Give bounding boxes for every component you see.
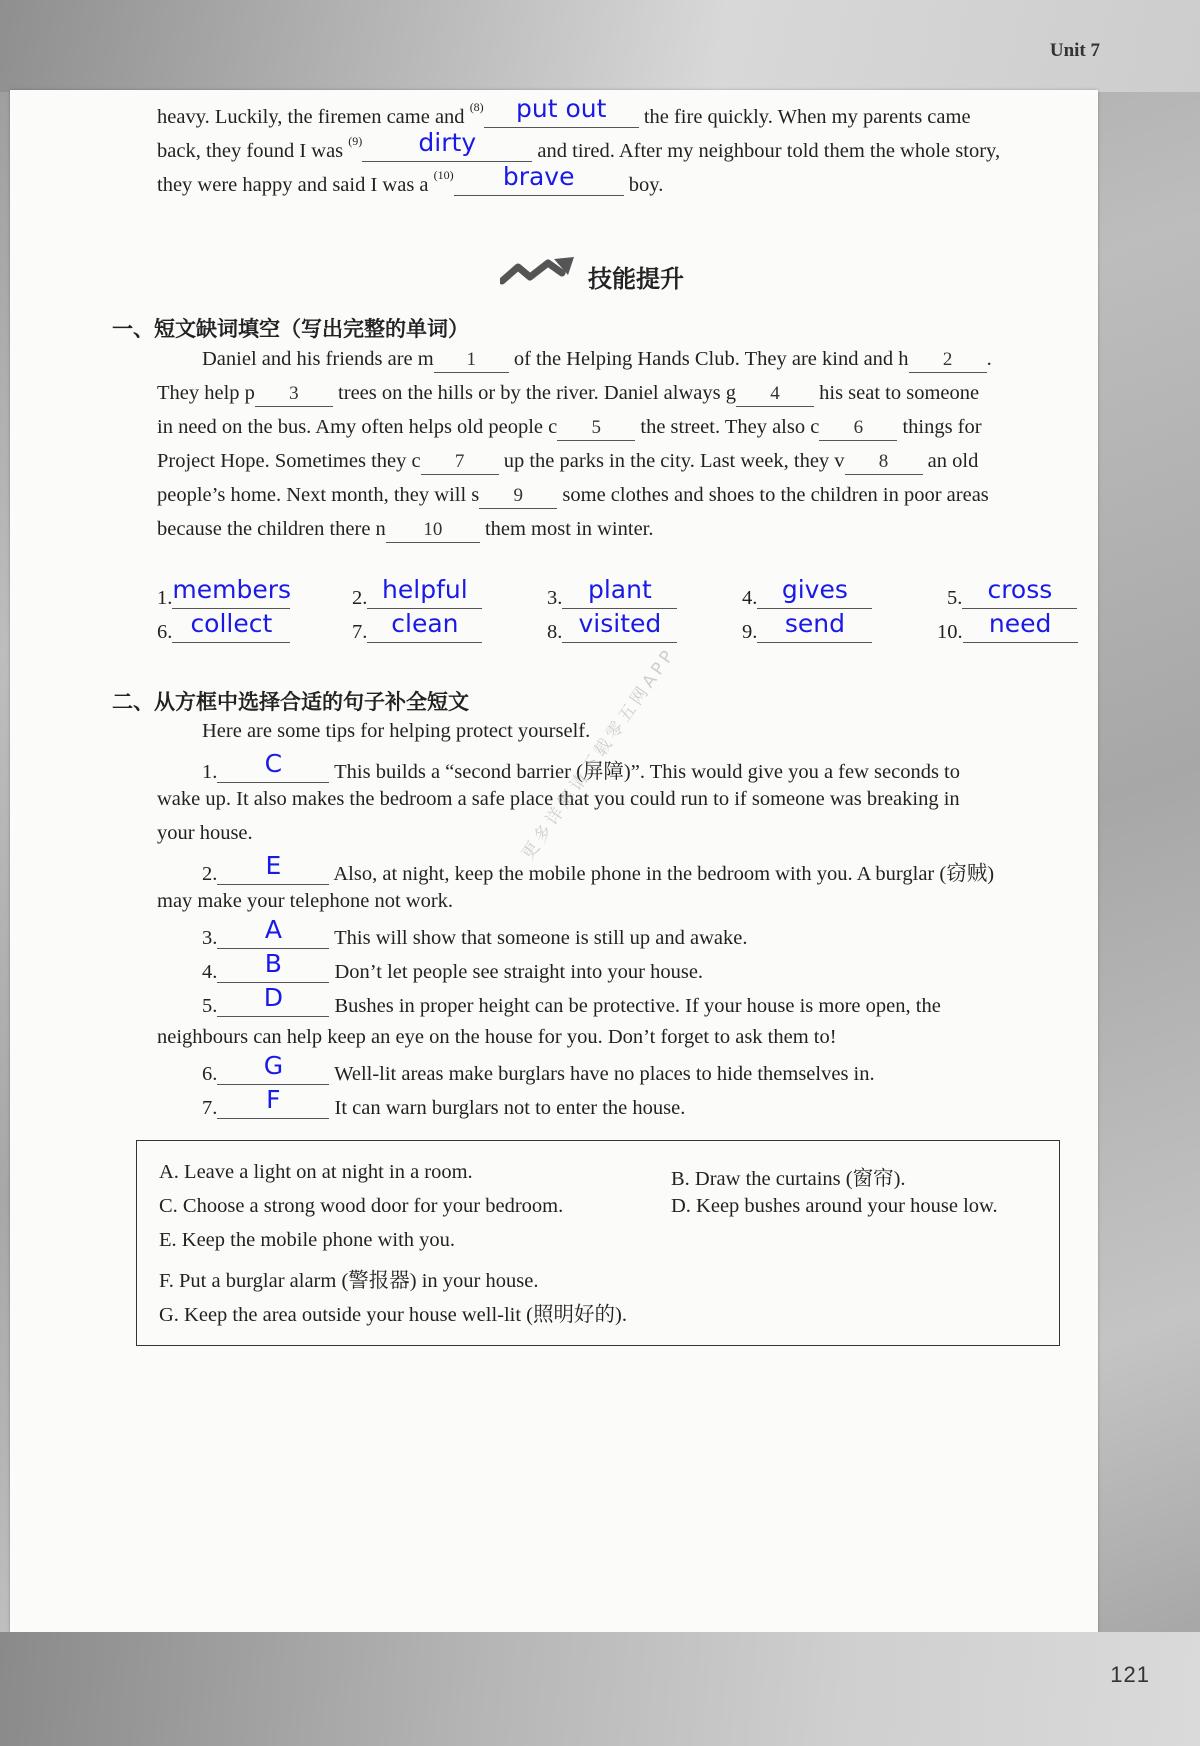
page-footer-shadow [0,1632,1200,1746]
s1-blank-1: 1 [434,348,509,373]
section-2-title: 二、从方框中选择合适的句子补全短文 [112,690,469,714]
option-b: B. Draw the curtains (窗帘). [671,1168,906,1190]
s2-item-5-cont: neighbours can help keep an eye on the house for you. Don’t forget to ask them to! [157,1026,837,1048]
passage-line-2: back, they found I was $^{(9)}$ dirty and tired. After my neighbour told them the whole story, [157,128,1001,162]
s2-item-4: 4. B Don’t let people see straight into your house. [202,949,704,983]
s1-answer-4: 4. gives [742,584,872,610]
unit-label: Unit 7 [1049,40,1100,61]
s1-answer-1: 1.members [157,575,292,609]
handwritten-answer: helpful [382,575,468,604]
handwritten-answer-8: put out [515,94,607,123]
handwritten-answer: gives [781,575,848,604]
handwritten-answer: clean [391,609,459,638]
section-1-title: 一、短文缺词填空（写出完整的单词） [112,317,469,341]
s1-line-5: people’s home. Next month, they will s 9 some clothes and shoes to the children in poor areas [157,484,1087,509]
s1-blank-9: 9 [479,484,557,509]
s2-item-1-cont-a: wake up. It also makes the bedroom a safe place that you could run to if someone was breaking in [157,788,960,810]
handwritten-answer: members [172,575,292,604]
s2-item-6: 6. G Well-lit areas make burglars have no places to hide themselves in. [202,1051,875,1085]
option-f: F. Put a burglar alarm (警报器) in your house. [159,1270,539,1292]
s1-blank-8: 8 [845,450,923,475]
handwritten-letter-7: F [266,1085,281,1114]
s1-blank-5: 5 [557,416,635,441]
options-box [136,1140,1060,1346]
handwritten-answer: collect [190,609,273,638]
answer-blank-10 [454,162,624,196]
s2-item-1: 1. C This builds a “second barrier (屏障)”. This would give you a few seconds to [202,749,961,783]
s1-blank-7: 7 [421,450,499,475]
handwritten-answer: need [988,609,1052,638]
page-header-shadow [0,0,1200,92]
handwritten-letter-4: B [264,949,282,978]
handwritten-answer: visited [578,609,662,638]
s1-answer-8: 8. visited [547,618,677,644]
watermark: 更多详解请下载零五网APP [518,644,681,864]
s1-line-2: They help p 3 trees on the hills or by the river. Daniel always g 4 his seat to someone [157,382,1087,407]
s1-answer-row-2 [157,609,1087,652]
s1-blank-2: 2 [909,348,987,373]
handwritten-answer: cross [987,575,1053,604]
s2-item-7: 7. F It can warn burglars not to enter the house. [202,1085,686,1119]
trend-arrow-icon [500,255,576,289]
handwritten-answer-9: dirty [418,128,477,157]
s2-intro: Here are some tips for helping protect yourself. [202,720,591,742]
option-e: E. Keep the mobile phone with you. [159,1229,456,1251]
skills-heading [500,255,684,295]
s2-item-2: 2. E Also, at night, keep the mobile phone in the bedroom with you. A burglar (窃贼) [202,851,995,885]
passage-line-1: heavy. Luckily, the firemen came and $^{(8)}$ put out the fire quickly. When my parents came [157,94,971,128]
handwritten-letter-6: G [263,1051,284,1080]
answer-blank-9 [362,128,532,162]
s2-item-5: 5. D Bushes in proper height can be protective. If your house is more open, the [202,983,941,1017]
option-g: G. Keep the area outside your house well-lit (照明好的). [159,1304,627,1326]
ref-8: (8) [469,100,484,115]
s1-line-6: because the children there n 10 them most in winter. [157,518,1087,543]
s2-item-2-cont: may make your telephone not work. [157,890,454,912]
handwritten-letter-3: A [264,915,282,944]
s1-blank-10: 10 [386,518,480,543]
s1-blank-3: 3 [255,382,333,407]
s1-answer-9: 9. send [742,618,872,644]
option-d: D. Keep bushes around your house low. [671,1195,998,1217]
s1-line-3: in need on the bus. Amy often helps old people c 5 the street. They also c 6 things for [157,416,1087,441]
s1-line-4: Project Hope. Sometimes they c 7 up the parks in the city. Last week, they v 8 an old [157,450,1087,475]
page-number: 121 [1110,1662,1150,1687]
s1-line-1: Daniel and his friends are m 1 of the Helping Hands Club. They are kind and h 2 . [202,348,1132,373]
handwritten-answer-10: brave [502,162,575,191]
s1-blank-6: 6 [819,416,897,441]
ref-9: (9) [348,134,363,149]
handwritten-answer: plant [587,575,652,604]
s2-item-1-cont-b: your house. [157,822,253,844]
ref-10: (10) [433,168,454,183]
handwritten-letter-5: D [263,983,283,1012]
handwritten-answer: send [784,609,845,638]
s1-answer-3: 3. plant [547,584,677,610]
handwritten-letter-1: C [264,749,283,778]
option-a: A. Leave a light on at night in a room. [159,1161,473,1183]
skills-heading-label: 技能提升 [588,265,684,293]
s1-answer-2: 2. helpful [352,584,482,610]
s1-blank-4: 4 [736,382,814,407]
s2-item-3: 3. A This will show that someone is still up and awake. [202,915,748,949]
option-c: C. Choose a strong wood door for your bedroom. [159,1195,564,1217]
s1-answer-7: 7. clean [352,618,482,644]
s1-answer-10: 10. need [937,618,1078,644]
s1-answer-6: 6. collect [157,618,290,644]
handwritten-letter-2: E [265,851,282,880]
s1-answer-5: 5. cross [947,584,1077,610]
passage-line-3: they were happy and said I was a $^{(10)}$ brave boy. [157,162,664,196]
answer-blank-8 [484,94,639,128]
